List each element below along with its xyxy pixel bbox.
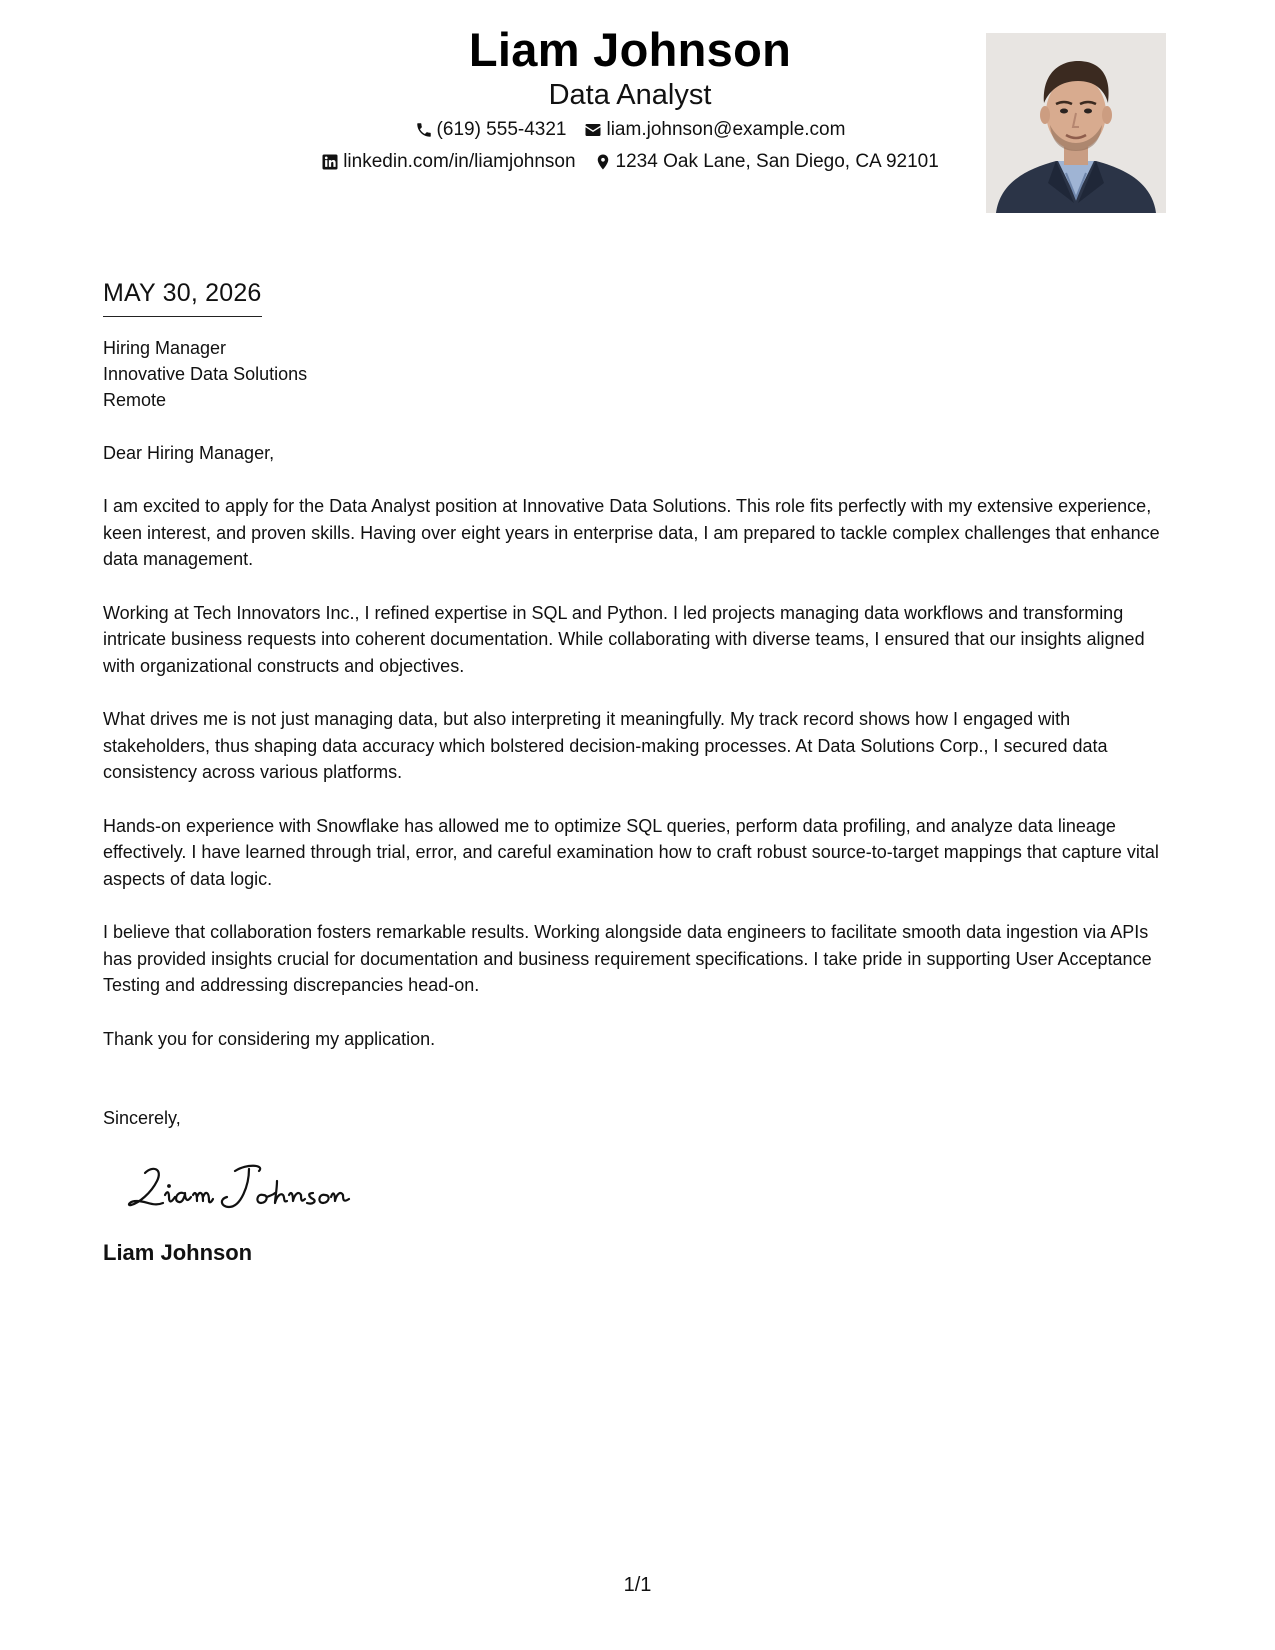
closing: Sincerely, [103,1108,181,1128]
page-number: 1/1 [623,1574,652,1596]
handwritten-signature [123,1159,353,1219]
applicant-title: Data Analyst [548,79,712,111]
map-pin-icon [594,153,612,171]
body-paragraph-1: I am excited to apply for the Data Analyst position at Innovative Data Solutions. This role fits perfectly with my extensive experience, keen interest, and proven skills. Having over eight years in enterprise data, I am prepared to tackle complex challenges that enhance data management. [103,496,1160,569]
recipient-name: Hiring Manager [103,338,227,358]
profile-photo [986,33,1166,213]
envelope-icon [584,121,602,139]
linkedin-link[interactable]: linkedin.com/in/liamjohnson [343,151,576,172]
letter-header [0,0,1275,230]
address-text: 1234 Oak Lane, San Diego, CA 92101 [615,151,939,172]
email-link[interactable]: liam.johnson@example.com [606,119,846,140]
recipient-block [103,335,1178,413]
body-paragraph-5: I believe that collaboration fosters remarkable results. Working alongside data engineers to facilitate smooth data ingestion via APIs has provided insights crucial for documentation and business requirement specifications. I take pride in supporting User Acceptance Testing and addressing discrepancies head-on. [103,922,1152,995]
signed-name: Liam Johnson [103,1240,253,1265]
header-text-block [280,22,980,174]
body-paragraph-4: Hands-on experience with Snowflake has allowed me to optimize SQL queries, perform data profiling, and analyze data lineage effectively. I have learned through trial, error, and careful examination how to craft robust source-to-target mappings that capture vital aspects of data logic. [103,815,1159,889]
phone-icon [415,121,433,139]
letter-date: MAY 30, 2026 [103,276,262,317]
phone-text: (619) 555-4321 [436,119,567,140]
body-paragraph-2: Working at Tech Innovators Inc., I refined expertise in SQL and Python. I led projects managing data workflows and transforming intricate business requests into coherent documentation. While collaborating with diverse teams, I ensured that our insights aligned with organizational constructs and objectives. [103,602,1145,676]
recipient-company: Innovative Data Solutions [103,364,308,384]
applicant-name: Liam Johnson [468,23,792,76]
salutation: Dear Hiring Manager, [103,443,275,463]
body-paragraph-3: What drives me is not just managing data, but also interpreting it meaningfully. My track record shows how I engaged with stakeholders, thus shaping data accuracy which bolstered decision-making processes. At Data Solutions Corp., I secured data consistency across various platforms. [103,709,1108,782]
linkedin-icon [321,153,339,171]
contact-address [594,150,939,174]
recipient-location: Remote [103,390,167,410]
body-paragraph-6: Thank you for considering my application. [103,1028,436,1049]
contact-line-primary [280,118,980,142]
contact-line-secondary [280,150,980,174]
contact-linkedin [321,150,575,174]
contact-email [584,118,845,142]
letter-body [103,276,1178,1267]
contact-phone [415,118,567,142]
